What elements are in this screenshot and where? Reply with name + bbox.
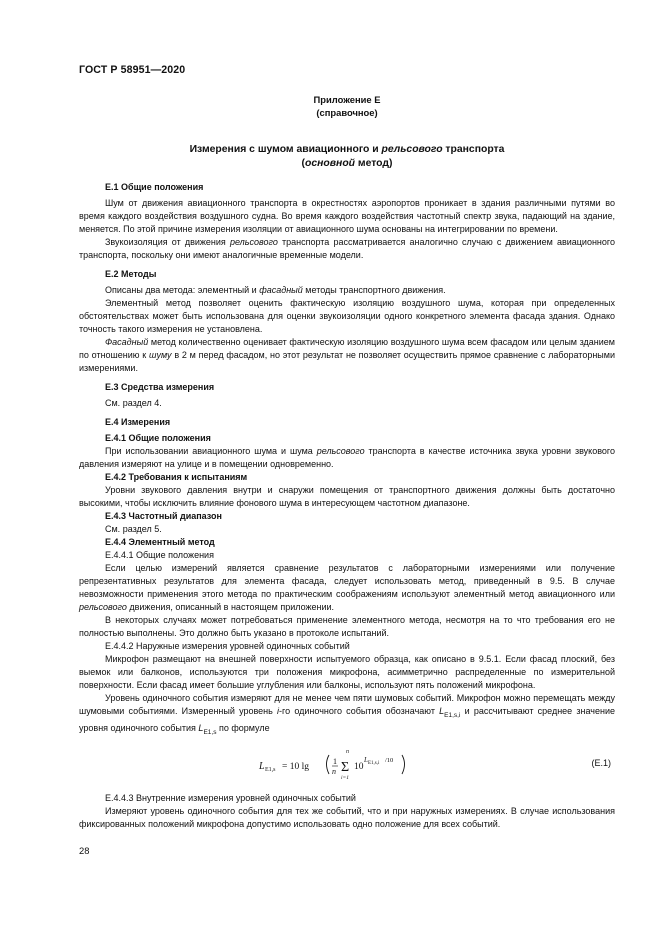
section-e4-heading: Е.4 Измерения [105,417,171,427]
formula-eq: = 10 lg [282,761,309,772]
section-e2-heading: Е.2 Методы [105,269,157,279]
paragraph: Измеряют уровень одиночного события для тех же событий, что и при наружных измерениях. В случае использования фиксированных положений микрофона допустимо использовать одно положение для всех событий. [79,805,615,829]
section-e441-heading: Е.4.4.1 Общие положения [105,550,214,560]
title-line-2: (основной метод) [301,157,393,169]
formula-exp-div: /10 [385,756,394,764]
formula-lhs-sub: E1,s [265,766,276,773]
standard-header: ГОСТ Р 58951—2020 [79,64,186,76]
formula-sum-top: n [346,748,349,755]
formula-e1 [79,742,615,786]
section-e43-heading: Е.4.3 Частотный диапазон [105,511,222,521]
paragraph: В некоторых случаях может потребоваться применение элементного метода, несмотря на то что требования его не полностью выполнены. Это должно быть указано в протоколе испытаний. [79,615,615,638]
formula-lhs: L [259,760,265,772]
formula-n: n [332,766,336,776]
formula-ten: 10 [354,761,364,772]
formula-one: 1 [333,756,337,766]
section-e442-heading: Е.4.4.2 Наружные измерения уровней одиночных событий [105,641,350,651]
paragraph: Звукоизоляция от движения рельсового транспорта рассматривается аналогично случаю с движением авиационного транспорта, поскольку они имеют аналогичные временные модели. [79,237,615,260]
page-number: 28 [79,845,90,856]
formula-exp-L: L [364,755,368,764]
annex-type: (справочное) [316,107,378,118]
section-e41-heading: Е.4.1 Общие положения [105,433,211,443]
formula-expression [255,742,415,786]
annex-label: Приложение Е [313,94,381,105]
annex-title [79,143,615,170]
paragraph: См. раздел 4. [105,398,162,408]
section-e3-heading: Е.3 Средства измерения [105,382,215,392]
paragraph: Микрофон размещают на внешней поверхности испытуемого образца, как описано в 9.5.1. Если фасад плоский, без выемок или балконов, используются три положения микрофона, асимметрично распределенные по измерительной поверхности. Если фасад имеет большие углубления или балконы, используют пять положений микрофона. [79,654,615,690]
paragraph: Элементный метод позволяет оценить фактическую изоляцию воздушного шума, которая при определенных обстоятельствах может быть использована для оценки звукоизоляции одного конкретного элемента фасада здания. Однако точность такого измерения не установлена. [79,298,615,334]
annex-heading [79,93,615,119]
paragraph: Уровень одиночного события измеряют для не менее чем пяти шумовых событий. Микрофон можно перемещать между шумовыми событиями. Измеренный уровень i-го одиночного события обозначают $L_{E1,s,i}$ и рассчитывают среднее значение уровня одиночного события $L_{E1,s}$ по формуле [79,693,615,736]
section-e1-heading: Е.1 Общие положения [105,182,204,192]
paragraph: При использовании авиационного шума и шума рельсового транспорта в качестве источника звука уровни звукового давления измеряют на улице и в помещении одновременно. [79,446,615,469]
document-body [79,181,615,831]
paragraph: Описаны два метода: элементный и фасадный методы транспортного движения. [105,285,446,295]
paragraph: Уровни звукового давления внутри и снаружи помещения от транспортного движения должны быть достаточно высокими, чтобы исключить влияние фонового шума в интересующем частотном диапазоне. [79,485,615,508]
paragraph: Шум от движения авиационного транспорта в окрестностях аэропортов проникает в здания различными путями во время каждого воздействия воздушного судна. Во время каждого воздействия частотный спектр звука, падающий на здание, меняется. По этой причине измерения изоляции от авиационного шума основаны на интегрировании по времени. [79,198,615,234]
section-e443-heading: Е.4.4.3 Внутренние измерения уровней одиночных событий [105,792,356,803]
formula-exp-sub: E1,s,i [368,760,380,766]
formula-sum-bottom: i=1 [341,774,349,781]
title-line-1: Измерения с шумом авиационного и рельсового транспорта [189,144,505,155]
section-e44-heading: Е.4.4 Элементный метод [105,537,215,547]
section-e42-heading: Е.4.2 Требования к испытаниям [105,472,248,482]
formula-number: (Е.1) [591,757,611,768]
paragraph: См. раздел 5. [105,524,162,534]
paragraph: Если целью измерений является сравнение результатов с лабораторными измерениями или получение репрезентативных результатов для элемента фасада, следует использовать метод, приведенный в 9.5. В случае невозможности применения этого метода по практическим соображениям используют элементный метод авиационного или рельсового движения, описанный в настоящем приложении. [79,563,615,612]
paragraph: Фасадный метод количественно оценивает фактическую изоляцию воздушного шума всем фасадом или целым зданием по отношению к шуму в 2 м перед фасадом, но этот результат не позволяет осуществить прямое сравнение с лабораторными измерениями. [79,337,615,373]
sum-sign: Σ [341,759,350,775]
